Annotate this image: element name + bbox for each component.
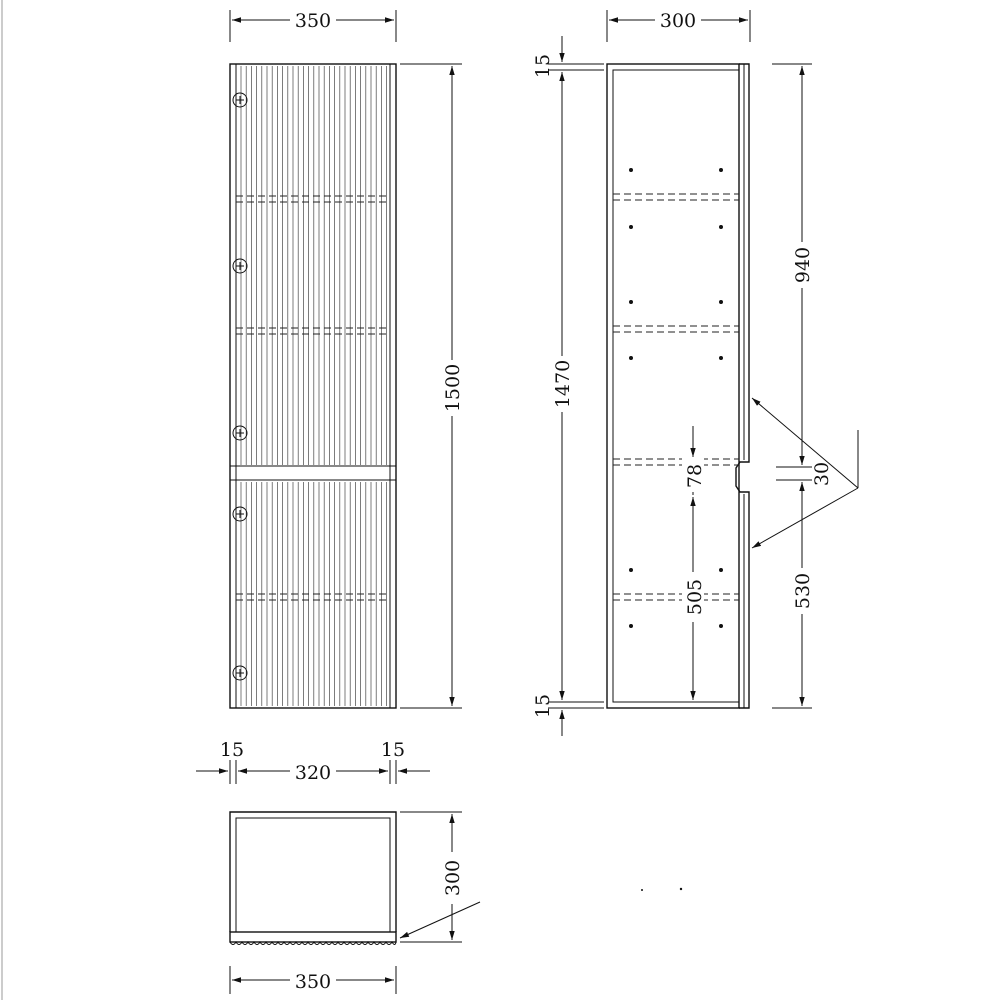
side-depth-label: 300 bbox=[659, 10, 697, 32]
side-lower-section-label: 530 bbox=[792, 572, 814, 610]
hinge-icon bbox=[233, 259, 247, 273]
plan-depth-label: 300 bbox=[442, 859, 464, 897]
front-height-label: 1500 bbox=[442, 363, 464, 413]
stray-marks bbox=[641, 888, 682, 891]
plan-width-label: 350 bbox=[294, 971, 332, 993]
shelf-pin-dots bbox=[629, 168, 723, 628]
door-split-gap bbox=[230, 466, 396, 480]
side-divider-label: 78 bbox=[684, 463, 706, 489]
hinge-icon bbox=[233, 93, 247, 107]
side-carcass-outline bbox=[607, 64, 739, 708]
hinge-icon bbox=[233, 507, 247, 521]
plan-left-panel-label: 15 bbox=[219, 739, 245, 761]
side-door-panel bbox=[736, 64, 749, 708]
hinge-icon bbox=[233, 426, 247, 440]
side-section-view bbox=[532, 8, 858, 736]
side-top-panel-label: 15 bbox=[532, 53, 554, 79]
plan-inner-width-label: 320 bbox=[294, 762, 332, 784]
front-view bbox=[230, 8, 464, 708]
side-inner-height-label: 1470 bbox=[552, 359, 574, 409]
hinge-icon bbox=[233, 666, 247, 680]
plan-door-panel bbox=[230, 932, 396, 942]
plan-right-panel-label: 15 bbox=[380, 739, 406, 761]
front-width-label: 350 bbox=[294, 10, 332, 32]
plan-carcass-outline bbox=[230, 812, 396, 932]
side-upper-section-label: 940 bbox=[792, 246, 814, 284]
side-bottom-panel-label: 15 bbox=[532, 693, 554, 719]
side-lower-inner-label: 505 bbox=[684, 578, 706, 616]
plan-leader-line bbox=[400, 902, 480, 938]
plan-view bbox=[196, 739, 480, 994]
side-groove-label: 30 bbox=[811, 461, 833, 487]
door-fluting bbox=[241, 66, 387, 706]
